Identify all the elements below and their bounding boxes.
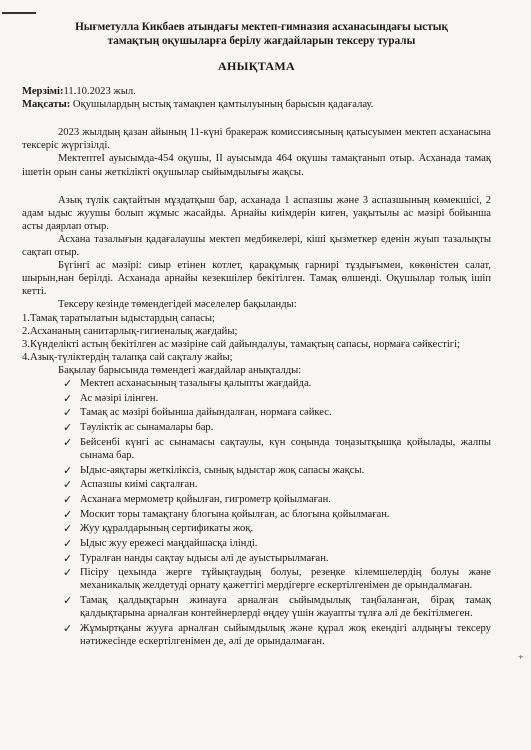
- paragraph: 2023 жылдың қазан айының 11-күні бракераж комиссиясының қатысуымен мектеп асханасына тексеріс жүргізілді.: [22, 127, 491, 152]
- paragraph: МектептеІ ауысымда-454 оқушы, ІІ ауысымда 464 оқушы тамақтанып отыр. Асханада тамақ ішетін орын саны жеткілікті оқушылар сыйымдылығы жақсы.: [22, 153, 491, 178]
- list-item: [63, 594, 491, 620]
- checkmark-icon: ✓: [63, 621, 73, 635]
- finding-text: Ас мәзірі ілінген.: [80, 392, 159, 404]
- date-value: 11.10.2023 жыл.: [63, 86, 136, 98]
- finding-text: Туралған нанды сақтау ыдысы әлі де ауыстырылмаған.: [80, 552, 329, 564]
- checkmark-icon: ✓: [63, 566, 73, 580]
- list-item: 1.Тамақ таратылатын ыдыстардың сапасы;: [22, 312, 215, 324]
- checkmark-icon: ✓: [63, 507, 73, 521]
- finding-text: Тамақ қалдықтарын жинауға арналған сыйымдылық таңбаланған, бірақ тамақ қалдықтарына арналған контейнерлерді өңдеу үшін жауапты тұлға әлі де бекітілмеген.: [80, 595, 491, 620]
- findings-list: [22, 377, 491, 648]
- finding-text: Аспазшы киімі сақталған.: [80, 479, 198, 491]
- checkmark-icon: ✓: [63, 492, 73, 506]
- list-item: [63, 376, 491, 390]
- list-item: [63, 406, 491, 420]
- finding-text: Ыдыс-аяқтары жеткіліксіз, сынық ыдыстар жоқ сапасы жақсы.: [80, 464, 365, 476]
- purpose-line: [22, 98, 491, 111]
- findings-intro: Бақылау барысында төмендегі жағдайлар анықталды:: [58, 364, 302, 376]
- checkmark-icon: ✓: [63, 421, 73, 435]
- checkmark-icon: ✓: [63, 463, 73, 477]
- list-item: [63, 621, 491, 648]
- purpose-value: Оқушылардың ыстық тамақпен қамтылуының барысын қадағалау.: [70, 99, 374, 111]
- checkmark-icon: ✓: [63, 376, 73, 390]
- checked-items-list: [22, 312, 491, 364]
- meta-block: [22, 85, 491, 111]
- date-label: Мерзімі:: [22, 86, 64, 98]
- list-item: [63, 522, 491, 536]
- finding-text: Москит торы тамақтану блогына қойылған, ас блогына қойылмаған.: [80, 508, 390, 520]
- list-item: [63, 507, 491, 521]
- checkmark-icon: ✓: [63, 594, 73, 608]
- finding-text: Бейсенбі күнгі ас сынамасы сақтаулы, күн соңында тоңазытқышқа қойылады, жалпы сынама бар.: [80, 436, 491, 461]
- checkmark-icon: ✓: [63, 536, 73, 550]
- finding-text: Асханаға мермометр қойылған, гигрометр қойылмаған.: [80, 493, 331, 505]
- purpose-label: Мақсаты:: [22, 99, 71, 111]
- document-heading: АНЫҚТАМА: [218, 59, 295, 73]
- list-item: [63, 492, 491, 506]
- paragraph: Тексеру кезінде төмендегідей мәселелер бақыланды:: [58, 299, 297, 311]
- paragraph: Асхана тазалығын қадағалаушы мектеп медбикелері, кіші қызметкер еденін жуып тазалықты сақтап отыр.: [22, 233, 491, 259]
- checkmark-icon: ✓: [63, 551, 73, 565]
- list-item: 2.Асхананың санитарлық-гигиеналық жағдайы;: [22, 325, 238, 337]
- finding-text: Жұмыртқаны жууға арналған сыйымдылық және құрал жоқ екендігі алдыңғы тексеру нәтижесінде ескертілгенімен де, әлі де орындалмаған.: [80, 622, 491, 647]
- list-item: [63, 551, 491, 565]
- document-title: [32, 20, 491, 48]
- checkmark-icon: ✓: [63, 478, 73, 492]
- checkmark-icon: ✓: [63, 435, 73, 449]
- list-item: [63, 421, 491, 435]
- list-item: 4.Азық-түліктердің талапқа сай сақталу жайы;: [22, 351, 233, 363]
- date-line: [22, 85, 491, 98]
- checkmark-icon: ✓: [63, 522, 73, 536]
- finding-text: Жуу құралдарының сертификаты жоқ.: [80, 523, 254, 535]
- list-item: [63, 536, 491, 550]
- finding-text: Мектеп асханасының тазалығы қалыпты жағдайда.: [80, 377, 312, 389]
- list-item: [63, 391, 491, 405]
- title-line-1: Нығметулла Кикбаев атындағы мектеп-гимназия асханасындағы ыстық: [75, 21, 448, 33]
- paragraph: Бүгінгі ас мәзірі: сиыр етінен котлет, қарақұмық гарнирі тұздығымен, көкөністен салат, шырын,нан берілді. Асханада арнайы кезекшілер бекітілген. Тамақ өлшенді. Оқушылар толық ішіп кетті.: [22, 260, 491, 298]
- checkmark-icon: ✓: [63, 406, 73, 420]
- finding-text: Ыдыс жуу ережесі маңдайшасқа ілінді.: [80, 537, 258, 549]
- paragraph: Азық түлік сақтайтын мұздатқыш бар, асханада 1 аспазшы және 3 аспазшының көмекшісі, 2 адам ыдыс жуушы болып жұмыс жасайды. Арнайы киімдерін киген, уақытылы ас мәзірі бойынша асты даярлап отыр.: [22, 194, 491, 232]
- list-item: [63, 463, 491, 477]
- finding-text: Пісіру цехында жерге тұйықтаудың болуы, резеңке кілемшелердің болуы және механикалық желдетуді орнату қажеттігі мердігерге ескертілгенімен де орындалмаған.: [80, 567, 491, 592]
- list-item: [63, 478, 491, 492]
- checkmark-icon: ✓: [63, 391, 73, 405]
- finding-text: Тәуліктік ас сынамалары бар.: [80, 422, 214, 434]
- list-item: [63, 435, 491, 462]
- document-body: [22, 126, 491, 648]
- finding-text: Тамақ ас мәзірі бойынша дайындалған, нормаға сәйкес.: [80, 407, 332, 419]
- list-item: [63, 566, 491, 592]
- title-line-2: тамақтың оқушыларға берілу жағдайларын тексеру туралы: [107, 35, 416, 47]
- margin-mark: ⁺: [517, 652, 524, 666]
- list-item: 3.Күнделікті астың бекітілген ас мәзіріне сай дайындалуы, тамақтың сапасы, нормаға сәйкестігі;: [22, 338, 461, 350]
- corner-line-mark: [2, 12, 36, 14]
